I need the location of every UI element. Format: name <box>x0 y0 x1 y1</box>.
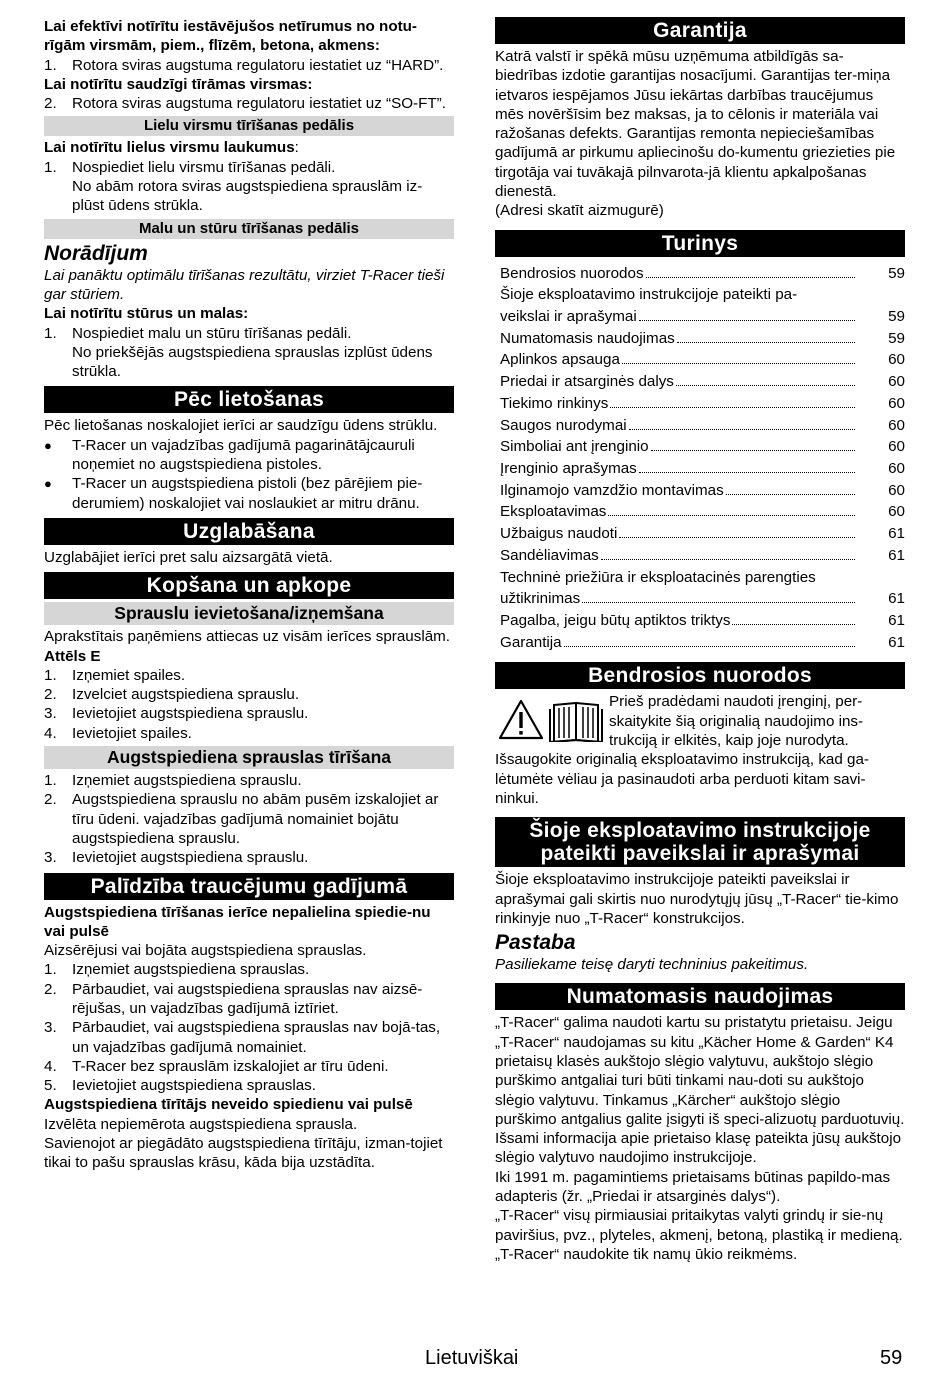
list-item <box>44 790 454 848</box>
heading-line: Šioje eksploatavimo instrukcijoje <box>529 819 871 843</box>
list-text: Izņemiet augstspiediena sprauslu. <box>72 772 302 790</box>
list-number: 4. <box>44 1057 57 1075</box>
problem-heading: Augstspiediena tīrīšanas ierīce nepalielina spiedie-nu vai pulsē <box>44 903 431 940</box>
paragraph: (Adresi skatīt aizmugurē) <box>495 202 664 220</box>
toc-label: Įrenginio aprašymas <box>500 460 637 477</box>
heading-pictures <box>495 817 905 867</box>
toc-page-number: 61 <box>888 590 905 608</box>
paragraph: Iki 1991 m. pagamintiems prietaisams būtinas papildo-mas adapteris (žr. „Priedai ir atsarginės dalys“). <box>495 1168 891 1206</box>
toc-leader-dots <box>651 450 855 451</box>
heading-warranty: Garantija <box>495 17 905 44</box>
toc-label-continued: užtikrinimas <box>500 590 581 608</box>
toc-entry <box>495 610 905 632</box>
list-number: 1. <box>44 324 57 342</box>
bullet-item <box>44 436 454 475</box>
toc-leader-dots <box>676 385 855 386</box>
list-number: 2. <box>44 686 57 704</box>
list-number: 3. <box>44 849 57 867</box>
list-item <box>44 324 454 382</box>
list-text: Pārbaudiet, vai augstspiediena sprauslas nav bojā-tas, un vajadzības gadījumā nomainiet. <box>72 1019 441 1056</box>
right-column <box>495 17 905 1264</box>
note-title: Pastaba <box>495 931 576 955</box>
list-number: 1. <box>44 158 57 176</box>
list-text: T-Racer bez sprauslām izskalojiet ar tīru ūdeni. <box>72 1057 389 1075</box>
list-item <box>44 94 454 113</box>
list-number: 3. <box>44 705 57 723</box>
nozzle-steps-list <box>44 666 454 743</box>
toc-label: Eksploatavimas <box>500 503 607 521</box>
toc-leader-dots <box>677 342 855 343</box>
heading-general: Bendrosios nuorodos <box>495 662 905 689</box>
paragraph: Aizsērējusi vai bojāta augstspiediena sprauslas. <box>44 942 367 960</box>
paragraph: Katrā valstī ir spēkā mūsu uzņēmuma atbildīgās sa-biedrības izdotie garantijas nosacījumi. Garantijas ter-miņa ietvaros iespējamos Jūsu iekārtas darbības traucējumus mēs novēršīsim bez maksas, ja to cēlonis ir materiāla vai ražošanas defekts. Garantijas remonta nepieciešamības gadījumā ar pirkumu apliecinošu do-kumentu griezieties pie tirgotāja vai tuvākajā pilnvarota-jā klientu apkalpošanas dienestā. <box>495 48 896 201</box>
bullet-text: T-Racer un augstspiediena pistoli (bez pārējiem pie-derumiem) noskalojiet vai noslaukiet ar mitru drānu. <box>72 475 423 512</box>
list-item <box>44 848 454 867</box>
note-title: Norādījum <box>44 241 148 265</box>
list-item <box>44 1057 454 1076</box>
page-number: 59 <box>880 1347 903 1369</box>
paragraph: Uzglabājiet ierīci pret salu aizsargātā vietā. <box>44 548 333 566</box>
text: : <box>294 139 299 157</box>
heading-storage: Uzglabāšana <box>44 518 454 545</box>
paragraph <box>44 138 454 157</box>
warning-block <box>495 692 905 750</box>
toc-label: Pagalba, jeigu būtų aptiktos triktys <box>500 611 731 629</box>
list-item <box>44 666 454 685</box>
paragraph: „T-Racer“ galima naudoti kartu su pristatytu prietaisu. Jeigu „T-Racer“ naudojamas su kitu „Kächer Home & Garden“ K4 prietaisų klasės aukštojo slėgio valytuvu, aukštojo slėgio purškimo antgaliai turi būti tinkami nau-doti su aukštojo slėgio valytuvu. Tinkamus „Kärcher“ aukštojo slėgio purškimo antgalius galite įsigyti iš speci-alizuotų parduotuvių. <box>495 1014 905 1128</box>
list-item <box>44 685 454 704</box>
toc-leader-dots <box>619 537 855 538</box>
paragraph: Lai notīrītu stūrus un malas: <box>44 305 249 323</box>
list-text: Ievietojiet augstspiediena sprauslu. <box>72 705 309 723</box>
paragraph: Lai notīrītu saudzīgi tīrāmas virsmas: <box>44 75 313 93</box>
list-text: Nospiediet malu un stūru tīrīšanas pedāli. <box>72 324 352 342</box>
toc-page-number: 60 <box>888 373 905 391</box>
warning-triangle-and-manual-icon <box>497 698 605 742</box>
list-text: Izvelciet augstspiediena sprauslu. <box>72 686 300 704</box>
toc-page-number: 61 <box>888 633 905 651</box>
list-number: 1. <box>44 666 57 684</box>
toc-page-number: 61 <box>888 546 905 564</box>
bullet-item <box>44 474 454 513</box>
table-of-contents <box>495 263 905 654</box>
toc-entry <box>495 436 905 458</box>
toc-leader-dots <box>629 429 855 430</box>
troubleshooting-steps-list <box>44 960 454 1095</box>
toc-page-number: 61 <box>888 525 905 543</box>
toc-label: Garantija <box>500 633 562 651</box>
list-item <box>44 158 454 216</box>
toc-entry <box>495 349 905 371</box>
toc-page-number: 60 <box>888 460 905 477</box>
paragraph: Išsami informacija apie prietaiso klasę pateikta jūsų aukštojo slėgio valytuvo naudojimo instrukcijoje. <box>495 1130 902 1167</box>
toc-page-number: 59 <box>888 308 905 326</box>
list-number: 3. <box>44 1019 57 1037</box>
toc-entry <box>495 415 905 437</box>
list-text-continued: No priekšējās augstspiediena sprauslas izplūst ūdens strūkla. <box>72 343 433 381</box>
list-text-continued: No abām rotora sviras augstspiediena sprauslām iz-plūst ūdens strūkla. <box>72 178 423 215</box>
toc-entry <box>495 328 905 350</box>
left-column <box>44 17 454 1173</box>
footer-language: Lietuviškai <box>425 1347 519 1369</box>
toc-leader-dots <box>582 602 855 603</box>
toc-entry <box>495 632 905 654</box>
toc-leader-dots <box>608 515 855 516</box>
paragraph: Pēc lietošanas noskalojiet ierīci ar saudzīgu ūdens strūklu. <box>44 417 438 435</box>
bullet-icon: ● <box>44 437 52 453</box>
toc-label: Ilginamojo vamzdžio montavimas <box>500 481 724 499</box>
toc-entry <box>495 284 905 327</box>
toc-leader-dots <box>639 320 855 321</box>
toc-leader-dots <box>726 494 855 495</box>
toc-entry <box>495 263 905 285</box>
toc-entry <box>495 371 905 393</box>
toc-line <box>500 588 905 610</box>
toc-label: Užbaigus naudoti <box>500 525 618 543</box>
list-text: Ievietojiet augstspiediena sprauslas. <box>72 1077 316 1095</box>
paragraph: Išsaugokite originalią eksploatavimo instrukciją, kad ga-lėtumėte vėliau ja pasinaudoti arba perduoti kitam savi-ninkui. <box>495 751 869 807</box>
toc-label: Priedai ir atsarginės dalys <box>500 373 674 391</box>
list-number: 2. <box>44 95 57 113</box>
subheading-large-area-pedal: Lielu virsmu tīrīšanas pedālis <box>44 116 454 136</box>
subheading-edge-pedal: Malu un stūru tīrīšanas pedālis <box>44 219 454 239</box>
list-text: Izņemiet spailes. <box>72 666 186 684</box>
bullet-text: T-Racer un vajadzības gadījumā pagarinātājcauruli noņemiet no augstspiediena pistoles. <box>72 436 415 474</box>
list-text: Ievietojiet spailes. <box>72 724 192 742</box>
toc-label: Aplinkos apsauga <box>500 351 620 369</box>
toc-page-number: 60 <box>888 503 905 521</box>
list-item <box>44 1018 454 1057</box>
list-number: 2. <box>44 980 57 998</box>
list-text: Ievietojiet augstspiediena sprauslu. <box>72 849 309 867</box>
list-item <box>44 980 454 1019</box>
problem-heading: Augstspiediena tīrītājs neveido spiedienu vai pulsē <box>44 1096 413 1114</box>
list-number: 5. <box>44 1077 57 1095</box>
toc-leader-dots <box>564 646 855 647</box>
toc-entry <box>495 523 905 545</box>
list-text: Rotora sviras augstuma regulatoru iestatiet uz “SO-FT”. <box>72 95 446 113</box>
toc-leader-dots <box>646 277 855 278</box>
bullet-icon: ● <box>44 476 52 492</box>
toc-leader-dots <box>622 363 855 364</box>
toc-page-number: 60 <box>888 438 905 456</box>
toc-line <box>500 306 905 328</box>
heading-troubleshooting: Palīdzība traucējumu gadījumā <box>44 873 454 900</box>
toc-entry <box>495 458 905 480</box>
list-item <box>44 56 454 75</box>
toc-page-number: 59 <box>888 264 905 282</box>
warning-text: Prieš pradėdami naudoti įrenginį, per-skaitykite šią originalią naudojimo ins-trukciją ir elkitės, kaip joje nurodyta. <box>609 693 864 749</box>
list-number: 1. <box>44 961 57 979</box>
paragraph: Aprakstītais paņēmiens attiecas uz visām ierīces sprauslām. <box>44 628 451 646</box>
page-footer <box>0 1347 950 1373</box>
toc-label: Bendrosios nuorodos <box>500 264 644 282</box>
list-number: 2. <box>44 791 57 809</box>
toc-leader-dots <box>639 472 855 473</box>
toc-page-number: 59 <box>888 329 905 347</box>
toc-leader-dots <box>601 559 855 560</box>
list-item <box>44 704 454 723</box>
toc-label: Techninė priežiūra ir eksploatacinės parengties <box>500 568 816 586</box>
toc-entry <box>495 545 905 567</box>
toc-page-number: 60 <box>888 416 905 434</box>
toc-label: Numatomasis naudojimas <box>500 329 675 347</box>
heading-line: pateikti paveikslai ir aprašymai <box>540 842 860 866</box>
bold-text: Lai notīrītu lielus virsmu laukumus <box>44 139 295 157</box>
toc-leader-dots <box>732 624 855 625</box>
toc-page-number: 60 <box>888 481 905 499</box>
paragraph: Šioje eksploatavimo instrukcijoje pateikti paveikslai ir aprašymai gali skirtis nuo nurodytųjų jūsų „T-Racer“ tie-kimo rinkinyje nuo „T-Racer“ konstrukcijos. <box>495 871 899 927</box>
cleaning-steps-list <box>44 771 454 867</box>
heading-contents: Turinys <box>495 230 905 257</box>
paragraph: „T-Racer“ visų pirmiausiai pritaikytas valyti grindų ir sie-nų paviršius, pvz., plyteles, akmenį, betoną, plastiką ir medieną. <box>495 1207 903 1244</box>
list-item <box>44 960 454 979</box>
list-number: 4. <box>44 724 57 742</box>
toc-page-number: 61 <box>888 611 905 629</box>
list-item <box>44 724 454 743</box>
toc-label-continued: veikslai ir aprašymai <box>500 308 637 326</box>
list-text: Pārbaudiet, vai augstspiediena sprauslas nav aizsē-rējušas, un vajadzības gadījumā iztīriet. <box>72 980 423 1017</box>
toc-label: Saugos nurodymai <box>500 416 627 434</box>
paragraph: Lai efektīvi notīrītu iestāvējušos netīrumus no notu-rīgām virsmām, piem., flīzēm, betona, akmens: <box>44 18 417 55</box>
heading-intended-use: Numatomasis naudojimas <box>495 983 905 1010</box>
list-item <box>44 771 454 790</box>
toc-label: Tiekimo rinkinys <box>500 394 609 412</box>
paragraph: „T-Racer“ naudokite tik namų ūkio reikmėms. <box>495 1245 798 1263</box>
list-text: Augstspiediena sprauslu no abām pusēm izskalojiet ar tīru ūdeni. vajadzības gadījumā nomainiet bojātu augstspiediena sprauslu. <box>72 791 439 847</box>
note-text: Pasiliekame teisę daryti techninius pakeitimus. <box>495 956 809 974</box>
toc-leader-dots <box>610 407 855 408</box>
toc-entry <box>495 501 905 523</box>
list-item <box>44 1076 454 1095</box>
list-number: 1. <box>44 56 57 74</box>
warning-icons <box>497 698 605 747</box>
toc-label: Simboliai ant įrenginio <box>500 438 649 456</box>
list-text: Izņemiet augstspiediena sprauslas. <box>72 961 310 979</box>
subheading-nozzle-cleaning: Augstspiediena sprauslas tīrīšana <box>44 746 454 769</box>
list-text: Nospiediet lielu virsmu tīrīšanas pedāli. <box>72 158 336 176</box>
figure-reference: Attēls E <box>44 647 101 665</box>
paragraph: Savienojot ar piegādāto augstspiediena tīrītāju, izman-tojiet tikai to pašu sprauslas krāsu, kāda bija uzstādīta. <box>44 1135 443 1172</box>
heading-care: Kopšana un apkope <box>44 572 454 599</box>
subheading-nozzle-insert: Sprauslu ievietošana/izņemšana <box>44 602 454 625</box>
toc-page-number: 60 <box>888 394 905 412</box>
list-text: Rotora sviras augstuma regulatoru iestatiet uz “HARD”. <box>72 56 444 74</box>
note-text: Lai panāktu optimālu tīrīšanas rezultātu, virziet T-Racer tieši gar stūriem. <box>44 266 445 303</box>
heading-after-use: Pēc lietošanas <box>44 386 454 413</box>
list-number: 1. <box>44 772 57 790</box>
toc-label: Sandėliavimas <box>500 546 599 564</box>
toc-page-number: 60 <box>888 351 905 369</box>
intended-use-text <box>495 1013 905 1264</box>
toc-entry <box>495 393 905 415</box>
toc-entry <box>495 567 905 610</box>
paragraph: Izvēlēta nepiemērota augstspiediena sprausla. <box>44 1115 358 1133</box>
toc-entry <box>495 480 905 502</box>
toc-label: Šioje eksploatavimo instrukcijoje pateikti pa- <box>500 286 798 304</box>
